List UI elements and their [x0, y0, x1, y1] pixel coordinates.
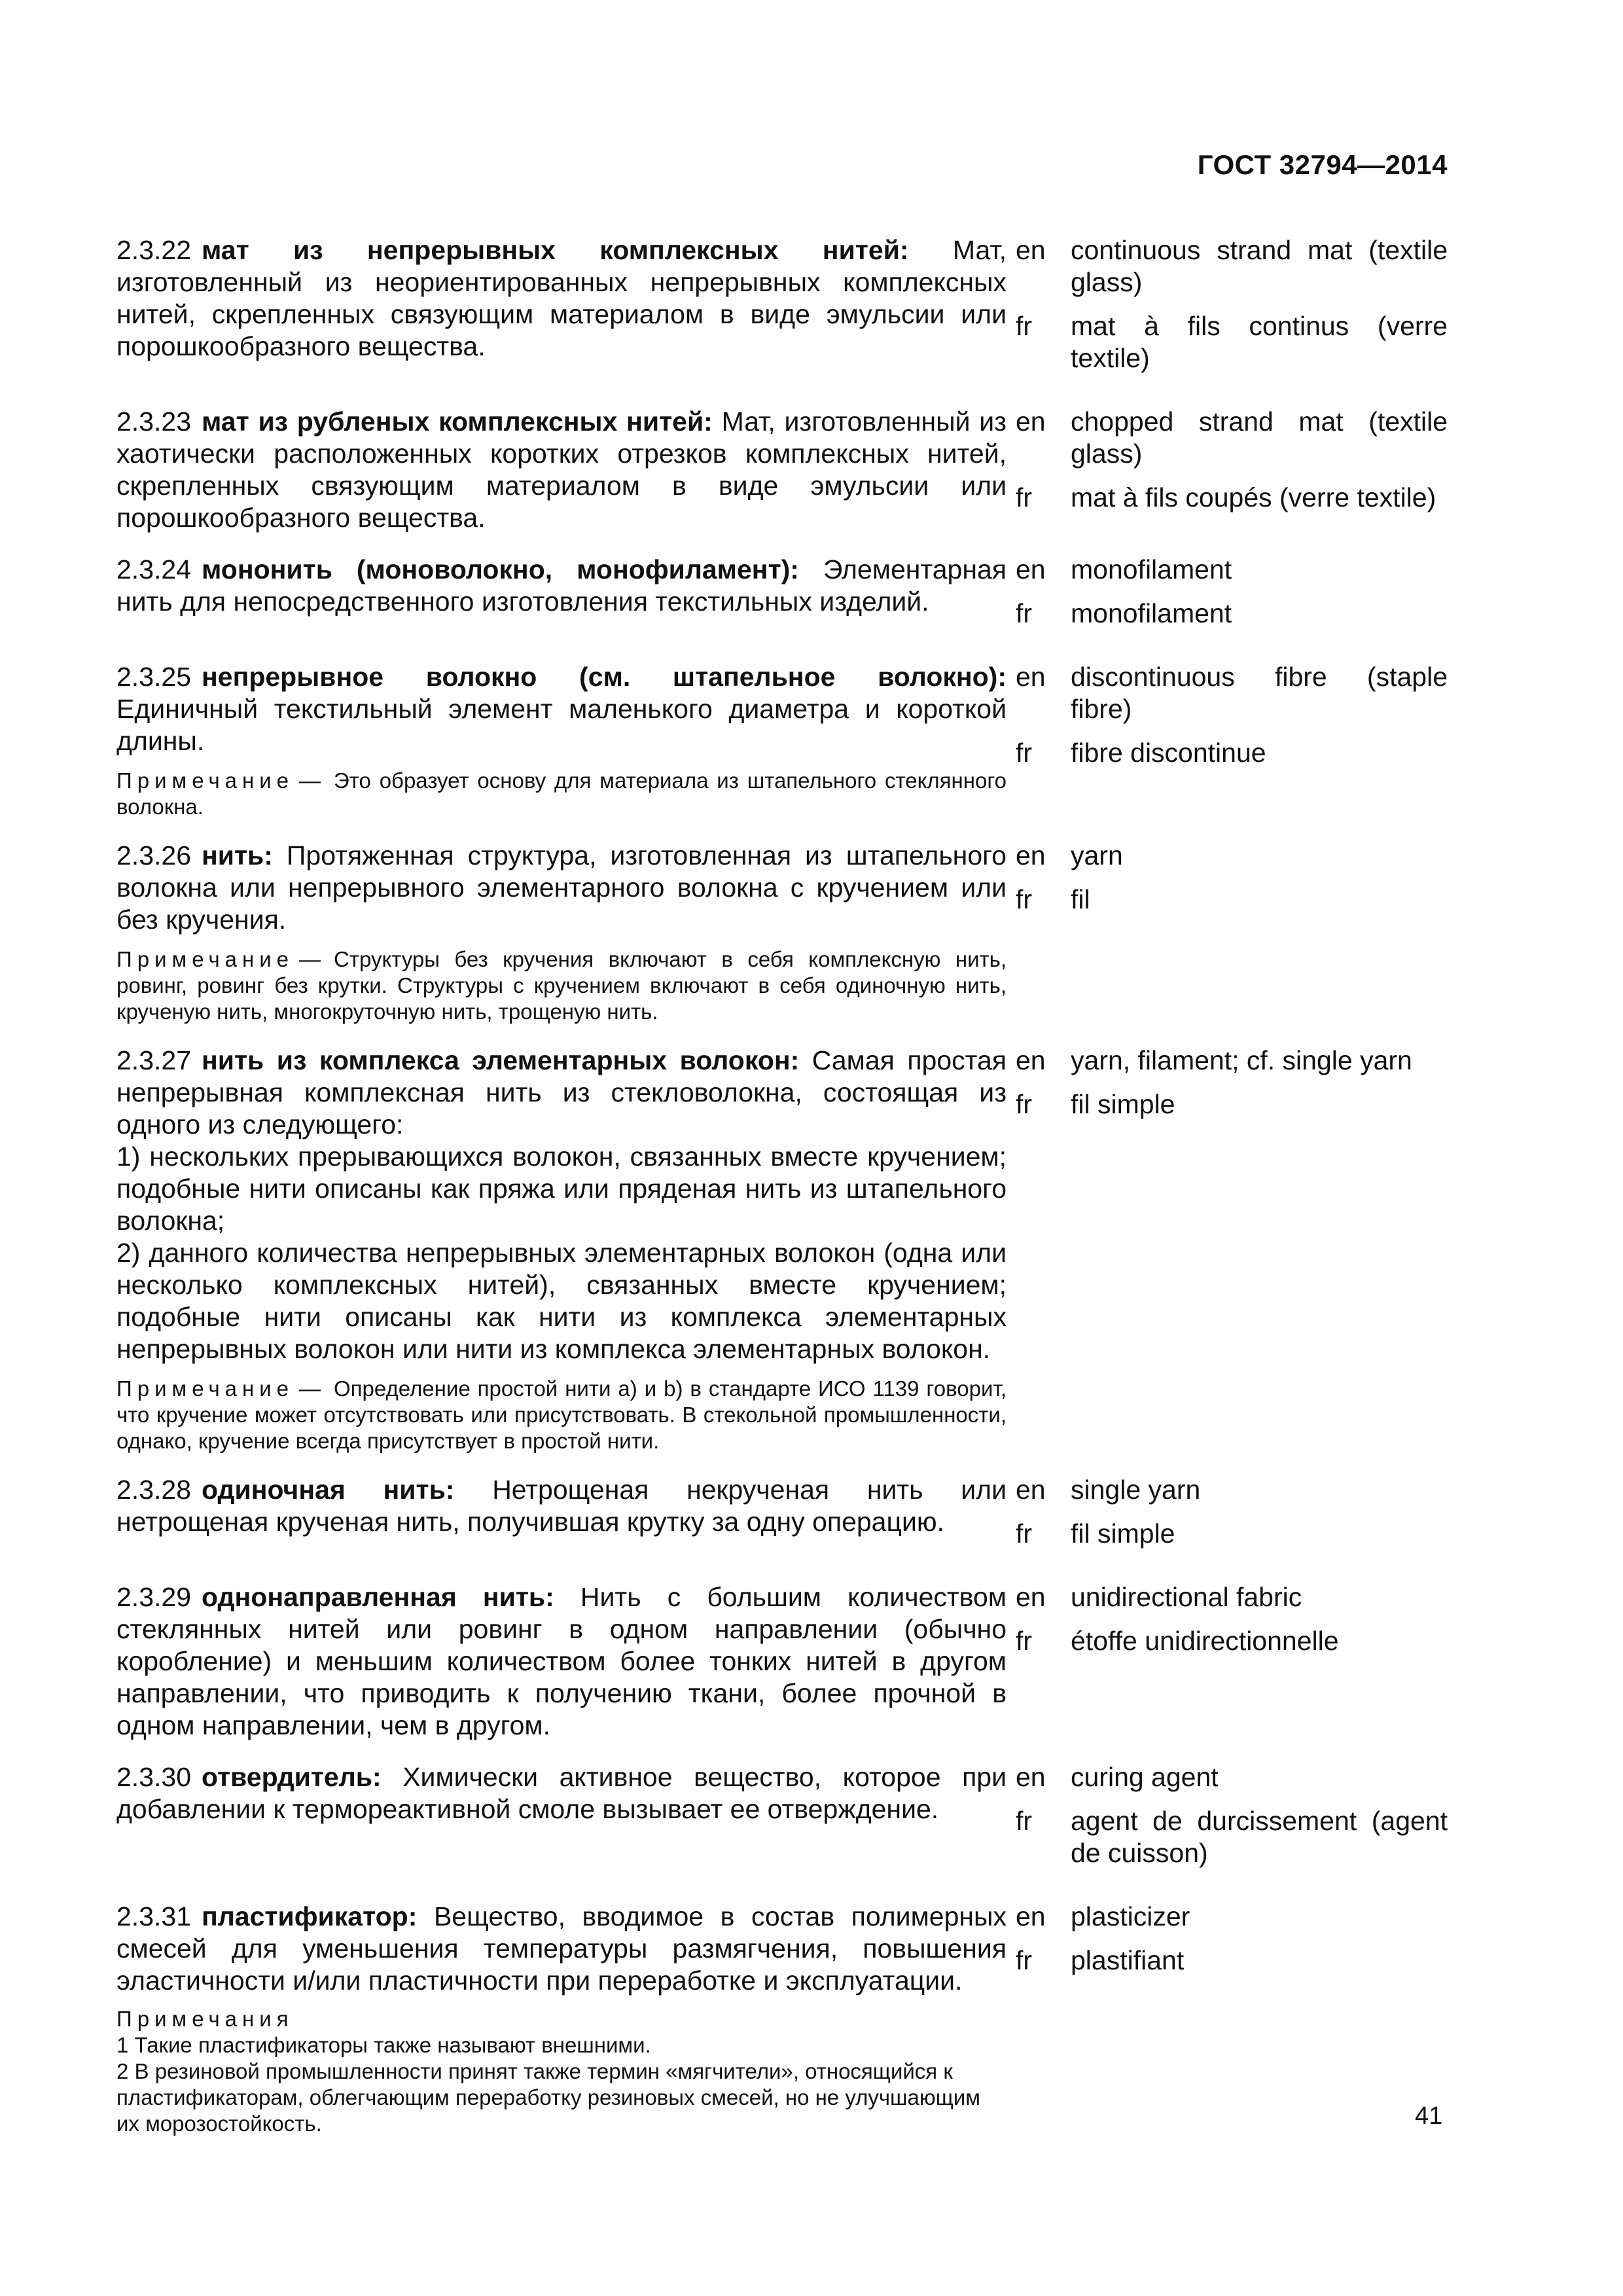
term-entry [116, 1474, 1448, 1562]
term-definition-column [116, 406, 1007, 534]
equivalent-en [1016, 661, 1448, 725]
definition-text: Химически активное вещество, которое при добавлении к термореактивной смоле вызывает ее отверждение. [116, 1762, 1007, 1824]
language-code: fr [1016, 1089, 1033, 1119]
equivalent-term-en: yarn, filament; cf. single yarn [1071, 1045, 1412, 1075]
term-definition-column [116, 1901, 1007, 2137]
term-entry [116, 1761, 1448, 1881]
term-definition-column [116, 554, 1007, 641]
definition-text: Самая простая непрерывная комплексная нить из стекловолокна, состоящая из одного из следующего: [116, 1045, 1007, 1139]
equivalent-fr [1016, 482, 1448, 514]
term-definition-column [116, 1581, 1007, 1742]
equivalent-term-en: discontinuous fibre (staple fibre) [1071, 662, 1448, 724]
equivalent-term-en: monofilament [1071, 554, 1232, 584]
note-text: Структуры без кручения включают в себя комплексную нить, ровинг, ровинг без крутки. Структуры с кручением включают в себя одиночную нить, крученую нить, многокруточную нить, трощеную нить. [116, 947, 1007, 1024]
equivalent-fr [1016, 1518, 1448, 1550]
equivalent-term-fr: étoffe unidirectionnelle [1071, 1626, 1339, 1656]
term-name: отвердитель: [202, 1762, 382, 1792]
term-equivalents-column [1016, 840, 1448, 1025]
term-entry [116, 1045, 1448, 1454]
language-code: fr [1016, 1945, 1033, 1975]
equivalent-term-fr: fil [1071, 884, 1090, 914]
page-number: 41 [1415, 2102, 1443, 2130]
term-number: 2.3.22 [116, 235, 191, 265]
equivalent-term-en: single yarn [1071, 1475, 1201, 1505]
language-code: fr [1016, 598, 1033, 628]
term-entry [116, 1581, 1448, 1742]
equivalent-term-en: plasticizer [1071, 1901, 1190, 1931]
term-entry [116, 1901, 1448, 2137]
equivalent-term-en: yarn [1071, 840, 1123, 870]
term-definition [116, 234, 1007, 363]
term-equivalents-column [1016, 1474, 1448, 1562]
term-number: 2.3.28 [116, 1475, 191, 1505]
term-number: 2.3.30 [116, 1762, 191, 1792]
definition-text: Мат, изготовленный из неориентированных непрерывных комплексных нитей, скрепленных связующим материалом в виде эмульсии или порошкообразного вещества. [116, 235, 1007, 361]
term-equivalents-column [1016, 1901, 1448, 2137]
language-code: fr [1016, 311, 1033, 341]
term-entry [116, 406, 1448, 534]
term-name: непрерывное волокно (см. штапельное волокно): [202, 662, 1007, 692]
language-code: fr [1016, 1626, 1033, 1656]
equivalent-en [1016, 1045, 1448, 1077]
term-definition [116, 1761, 1007, 1825]
term-number: 2.3.29 [116, 1582, 191, 1612]
equivalent-en [1016, 840, 1448, 872]
term-equivalents-column [1016, 406, 1448, 534]
note [116, 946, 1007, 1025]
term-number: 2.3.25 [116, 662, 191, 692]
language-code: en [1016, 1045, 1046, 1075]
definition-text: Мат, изготовленный из хаотически расположенных коротких отрезков комплексных нитей, скрепленных связующим материалом в виде эмульсии или порошкообразного вещества. [116, 406, 1007, 533]
language-code: en [1016, 1762, 1046, 1792]
notes-label: Примечания [116, 2007, 294, 2031]
equivalent-term-en: chopped strand mat (textile glass) [1071, 406, 1448, 469]
notes [116, 2006, 1007, 2137]
equivalent-fr [1016, 737, 1448, 769]
language-code: fr [1016, 482, 1033, 512]
term-number: 2.3.26 [116, 840, 191, 870]
term-number: 2.3.31 [116, 1901, 191, 1931]
equivalent-fr [1016, 1945, 1448, 1977]
term-entry [116, 661, 1448, 820]
term-definition-column [116, 1045, 1007, 1454]
language-code: en [1016, 554, 1046, 584]
term-name: нить из комплекса элементарных волокон: [202, 1045, 800, 1075]
equivalent-en [1016, 1474, 1448, 1506]
language-code: fr [1016, 1806, 1033, 1836]
term-definition-column [116, 840, 1007, 1025]
term-definition [116, 840, 1007, 936]
equivalent-en [1016, 1761, 1448, 1793]
term-definition [116, 661, 1007, 757]
term-definition [116, 554, 1007, 618]
term-equivalents-column [1016, 1045, 1448, 1454]
note-dash: — [299, 947, 321, 971]
definition-text: Вещество, вводимое в состав полимерных смесей для уменьшения температуры размягчения, повышения эластичности и/или пластичности при переработке и эксплуатации. [116, 1901, 1007, 1996]
language-code: fr [1016, 1518, 1033, 1549]
term-name: мононить (моноволокно, монофиламент): [202, 554, 799, 584]
equivalent-en [1016, 406, 1448, 470]
term-equivalents-column [1016, 1761, 1448, 1881]
term-name: пластификатор: [202, 1901, 418, 1931]
equivalent-term-en: continuous strand mat (textile glass) [1071, 235, 1448, 297]
note-item: 1 Такие пластификаторы также называют внешними. [116, 2033, 651, 2057]
term-definition-column [116, 661, 1007, 820]
note-text: Это образует основу для материала из штапельного стеклянного волокна. [116, 768, 1007, 819]
term-name: мат из рубленых комплексных нитей: [202, 406, 713, 437]
equivalent-term-fr: mat à fils coupés (verre textile) [1071, 482, 1436, 512]
term-entry [116, 234, 1448, 386]
language-code: en [1016, 406, 1046, 437]
equivalent-term-en: unidirectional fabric [1071, 1582, 1302, 1612]
note-dash: — [299, 768, 321, 793]
equivalent-fr [1016, 1625, 1448, 1657]
definition-text: Единичный текстильный элемент маленького диаметра и короткой длины. [116, 694, 1007, 756]
definition-list-item: 2) данного количества непрерывных элементарных волокон (одна или несколько комплексных нитей), связанных вместе кручением; подобные нити описаны как нити из комплекса элементарных непрерывных волокон или нити из комплекса элементарных волокон. [116, 1238, 1007, 1364]
term-equivalents-column [1016, 1581, 1448, 1742]
term-definition-column [116, 1474, 1007, 1562]
definition-text: Нетрощеная некрученая нить или нетрощеная крученая нить, получившая крутку за одну операцию. [116, 1475, 1007, 1537]
term-name: мат из непрерывных комплексных нитей: [202, 235, 909, 265]
equivalent-term-fr: agent de durcissement (agent de cuisson) [1071, 1806, 1448, 1868]
term-entry [116, 554, 1448, 641]
note-label: Примечание [116, 947, 294, 971]
equivalent-en [1016, 234, 1448, 298]
note-text: Определение простой нити а) и b) в стандарте ИСО 1139 говорит, что кручение может отсутствовать или присутствовать. В стекольной промышленности, однако, кручение всегда присутствует в простой нити. [116, 1376, 1007, 1453]
equivalent-term-fr: fil simple [1071, 1518, 1175, 1549]
language-code: fr [1016, 884, 1033, 914]
note-label: Примечание [116, 768, 294, 793]
definition-list-item: 1) нескольких прерывающихся волокон, связанных вместе кручением; подобные нити описаны как пряжа или пряденая нить из штапельного волокна; [116, 1141, 1007, 1236]
term-number: 2.3.24 [116, 554, 191, 584]
term-definition-column [116, 234, 1007, 386]
term-definition [116, 1045, 1007, 1141]
language-code: en [1016, 840, 1046, 870]
language-code: fr [1016, 738, 1033, 768]
term-definition [116, 1474, 1007, 1538]
note [116, 1376, 1007, 1454]
term-definition-column [116, 1761, 1007, 1881]
note-item: 2 В резиновой промышленности принят также термин «мягчители», относящийся к пластификаторам, облегчающим переработку резиновых смесей, но не улучшающим их морозостойкость. [116, 2059, 980, 2136]
equivalent-term-fr: plastifiant [1071, 1945, 1185, 1975]
equivalent-en [1016, 554, 1448, 586]
equivalent-term-en: curing agent [1071, 1762, 1219, 1792]
term-definition [116, 1901, 1007, 1997]
definition-text: Протяженная структура, изготовленная из штапельного волокна или непрерывного элементарного волокна с кручением или без кручения. [116, 840, 1007, 935]
equivalent-term-fr: fil simple [1071, 1089, 1175, 1119]
definition-text: Нить с большим количеством стеклянных нитей или ровинг в одном направлении (обычно коробление) и меньшим количеством более тонких нитей в другом направлении, что приводить к получению ткани, более прочной в одном направлении, чем в другом. [116, 1582, 1007, 1740]
note-label: Примечание [116, 1376, 294, 1401]
term-equivalents-column [1016, 234, 1448, 386]
equivalent-fr [1016, 310, 1448, 374]
definition-text: Элементарная нить для непосредственного изготовления текстильных изделий. [116, 554, 1007, 617]
equivalent-term-fr: mat à fils continus (verre textile) [1071, 311, 1448, 373]
equivalent-fr [1016, 884, 1448, 916]
term-name: однонаправленная нить: [202, 1582, 554, 1612]
term-definition [116, 1581, 1007, 1742]
term-entry [116, 840, 1448, 1025]
equivalent-fr [1016, 1805, 1448, 1869]
term-definition [116, 406, 1007, 534]
equivalent-en [1016, 1581, 1448, 1613]
term-number: 2.3.27 [116, 1045, 191, 1075]
terms-list [116, 234, 1448, 2157]
note-dash: — [299, 1376, 321, 1401]
language-code: en [1016, 1582, 1046, 1612]
equivalent-en [1016, 1901, 1448, 1933]
equivalent-term-fr: fibre discontinue [1071, 738, 1266, 768]
equivalent-fr [1016, 598, 1448, 630]
equivalent-fr [1016, 1088, 1448, 1121]
document-header: ГОСТ 32794—2014 [1197, 149, 1448, 180]
equivalent-term-fr: monofilament [1071, 598, 1232, 628]
language-code: en [1016, 662, 1046, 692]
term-equivalents-column [1016, 661, 1448, 820]
language-code: en [1016, 235, 1046, 265]
term-name: нить: [202, 840, 273, 870]
term-name: одиночная нить: [202, 1475, 455, 1505]
language-code: en [1016, 1475, 1046, 1505]
term-number: 2.3.23 [116, 406, 191, 437]
term-equivalents-column [1016, 554, 1448, 641]
language-code: en [1016, 1901, 1046, 1931]
note [116, 768, 1007, 820]
